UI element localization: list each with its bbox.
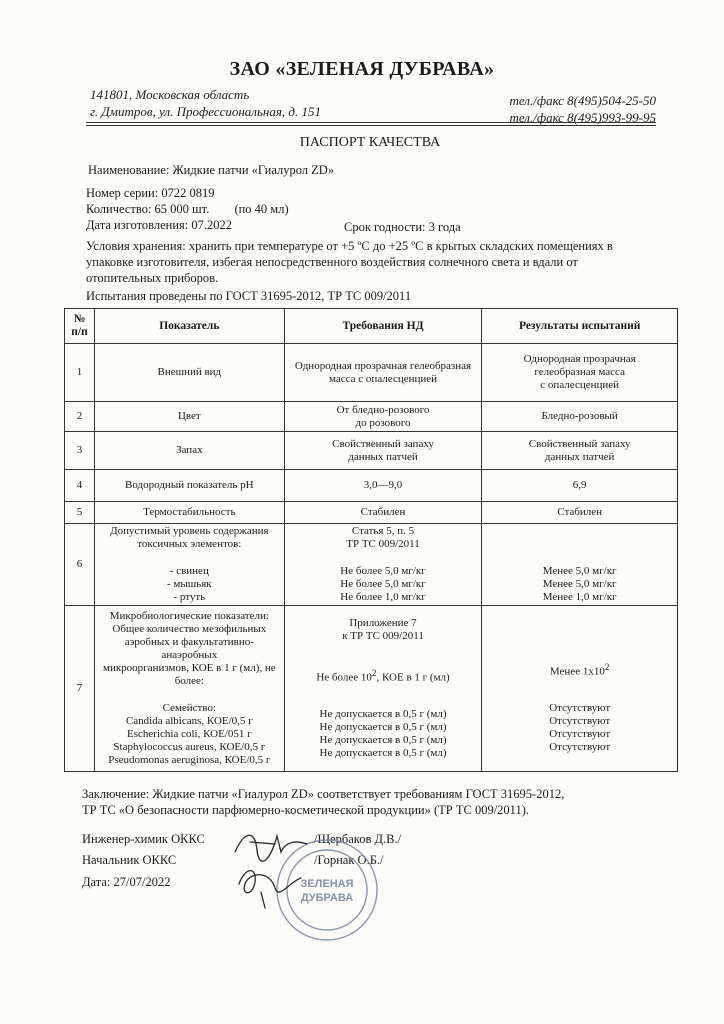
table-row <box>65 344 678 402</box>
result-cell: Однородная прозрачная гелеобразная масса с опалесценцией <box>482 344 678 402</box>
row-number: 5 <box>65 502 95 524</box>
indicator-cell: Внешний вид <box>94 344 284 402</box>
tests-standard: Испытания проведены по ГОСТ 31695-2012, ТР ТС 009/2011 <box>86 289 412 303</box>
signature-scribble <box>215 822 325 912</box>
result-cell: Бледно-розовый <box>482 402 678 432</box>
signature-role: Начальник ОККС <box>82 853 177 867</box>
requirement-cell: Однородная прозрачная гелеобразная масса с опалесценцией <box>284 344 482 402</box>
phone-line: тел./факс 8(495)993-99-95 <box>509 110 656 125</box>
requirement-cell: Свойственный запаху данных патчей <box>284 432 482 470</box>
conclusion <box>82 786 682 818</box>
storage-line: Условия хранения: хранить при температуре от +5 ºC до +25 ºC в крытых складских помещениях в <box>86 239 613 253</box>
storage-conditions <box>86 238 656 286</box>
manufacture-date: Дата изготовления: 07.2022 <box>86 218 232 232</box>
conclusion-line: Заключение: Жидкие патчи «Гиалурол ZD» соответствует требованиям ГОСТ 31695-2012, <box>82 787 565 801</box>
indicator-cell: Водородный показатель pH <box>94 470 284 502</box>
indicator-cell: Допустимый уровень содержания токсичных элементов: - свинец - мышьяк - ртуть <box>94 524 284 606</box>
table-row <box>65 432 678 470</box>
requirement-cell: Стабилен <box>284 502 482 524</box>
conclusion-line: ТР ТС «О безопасности парфюмерно-косметической продукции» (ТР ТС 009/2011). <box>82 803 529 817</box>
table-row <box>65 606 678 772</box>
results-table <box>64 308 678 772</box>
table-header-row <box>65 309 678 344</box>
table-row <box>65 402 678 432</box>
row-number: 4 <box>65 470 95 502</box>
result-cell: Свойственный запаху данных патчей <box>482 432 678 470</box>
phone-line: тел./факс 8(495)504-25-50 <box>509 93 656 108</box>
signature-name: /Горнак О.Б./ <box>314 853 384 867</box>
indicator-cell: Термостабильность <box>94 502 284 524</box>
company-address <box>90 86 321 120</box>
column-header: Результаты испытаний <box>482 309 678 344</box>
row-number: 2 <box>65 402 95 432</box>
quantity <box>86 202 289 217</box>
shelf-life: Срок годности: 3 года <box>344 220 461 234</box>
svg-text:ЗЕЛЕНАЯ: ЗЕЛЕНАЯ <box>300 878 354 890</box>
indicator-cell: Микробиологические показатели: Общее количество мезофильных аэробных и факультативно-анаэробных микроорганизмов, КОЕ в 1 г (мл), не более: Семейство: Candida albicans, КОЕ/0,5 г Escherichia coli, КОЕ/051 г Staphylococcus aureus, КОЕ/0,5 г Pseudomonas aeruginosa, КОЕ/0,5 г <box>94 606 284 772</box>
column-header: № п/п <box>65 309 95 344</box>
row-number: 1 <box>65 344 95 402</box>
product-name: Наименование: Жидкие патчи «Гиалурол ZD» <box>88 163 335 177</box>
signature-role: Инженер-химик ОККС <box>82 832 205 846</box>
requirement-cell: Статья 5, п. 5 ТР ТС 009/2011 Не более 5,0 мг/кг Не более 5,0 мг/кг Не более 1,0 мг/кг <box>284 524 482 606</box>
svg-text:ДУБРАВА: ДУБРАВА <box>300 892 354 904</box>
result-cell: 6,9 <box>482 470 678 502</box>
result-cell: Стабилен <box>482 502 678 524</box>
column-header: Требования НД <box>284 309 482 344</box>
row-number: 3 <box>65 432 95 470</box>
requirement-cell: Приложение 7 к ТР ТС 009/2011 Не более $10^2$, КОЕ в 1 г (мл) Не допускается в 0,5 г (мл) Не допускается в 0,5 г (мл) Не допускается в 0,5 г (мл) Не допускается в 0,5 г (мл) <box>284 606 482 772</box>
document-title: ПАСПОРТ КАЧЕСТВА <box>299 135 441 150</box>
table-row <box>65 524 678 606</box>
requirement-cell: От бледно-розового до розового <box>284 402 482 432</box>
quantity-value: Количество: 65 000 шт. <box>86 202 210 216</box>
table-row <box>65 470 678 502</box>
row-number: 6 <box>65 524 95 606</box>
result-cell: Менее $1х10^2$ Отсутствуют Отсутствуют Отсутствуют Отсутствуют <box>482 606 678 772</box>
header-divider <box>86 125 656 126</box>
indicator-cell: Цвет <box>94 402 284 432</box>
document-date: Дата: 27/07/2022 <box>82 875 171 889</box>
series-number: Номер серии: 0722 0819 <box>86 186 215 200</box>
result-cell: Менее 5,0 мг/кг Менее 5,0 мг/кг Менее 1,0 мг/кг <box>482 524 678 606</box>
signature-name: /Щербаков Д.В./ <box>314 832 402 846</box>
address-line: 141801, Московская область <box>90 87 250 102</box>
company-name: ЗАО «ЗЕЛЕНАЯ ДУБРАВА» <box>229 58 495 80</box>
table-row <box>65 502 678 524</box>
indicator-cell: Запах <box>94 432 284 470</box>
quantity-note: (по 40 мл) <box>234 202 289 216</box>
requirement-cell: 3,0—9,0 <box>284 470 482 502</box>
storage-line: отопительных приборов. <box>86 271 219 285</box>
column-header: Показатель <box>94 309 284 344</box>
address-line: г. Дмитров, ул. Профессиональная, д. 151 <box>90 104 321 119</box>
header-divider <box>86 122 656 123</box>
company-phones <box>509 92 656 126</box>
storage-line: упаковке изготовителя, избегая непосредственного воздействия солнечного света и вдали от <box>86 255 578 269</box>
row-number: 7 <box>65 606 95 772</box>
